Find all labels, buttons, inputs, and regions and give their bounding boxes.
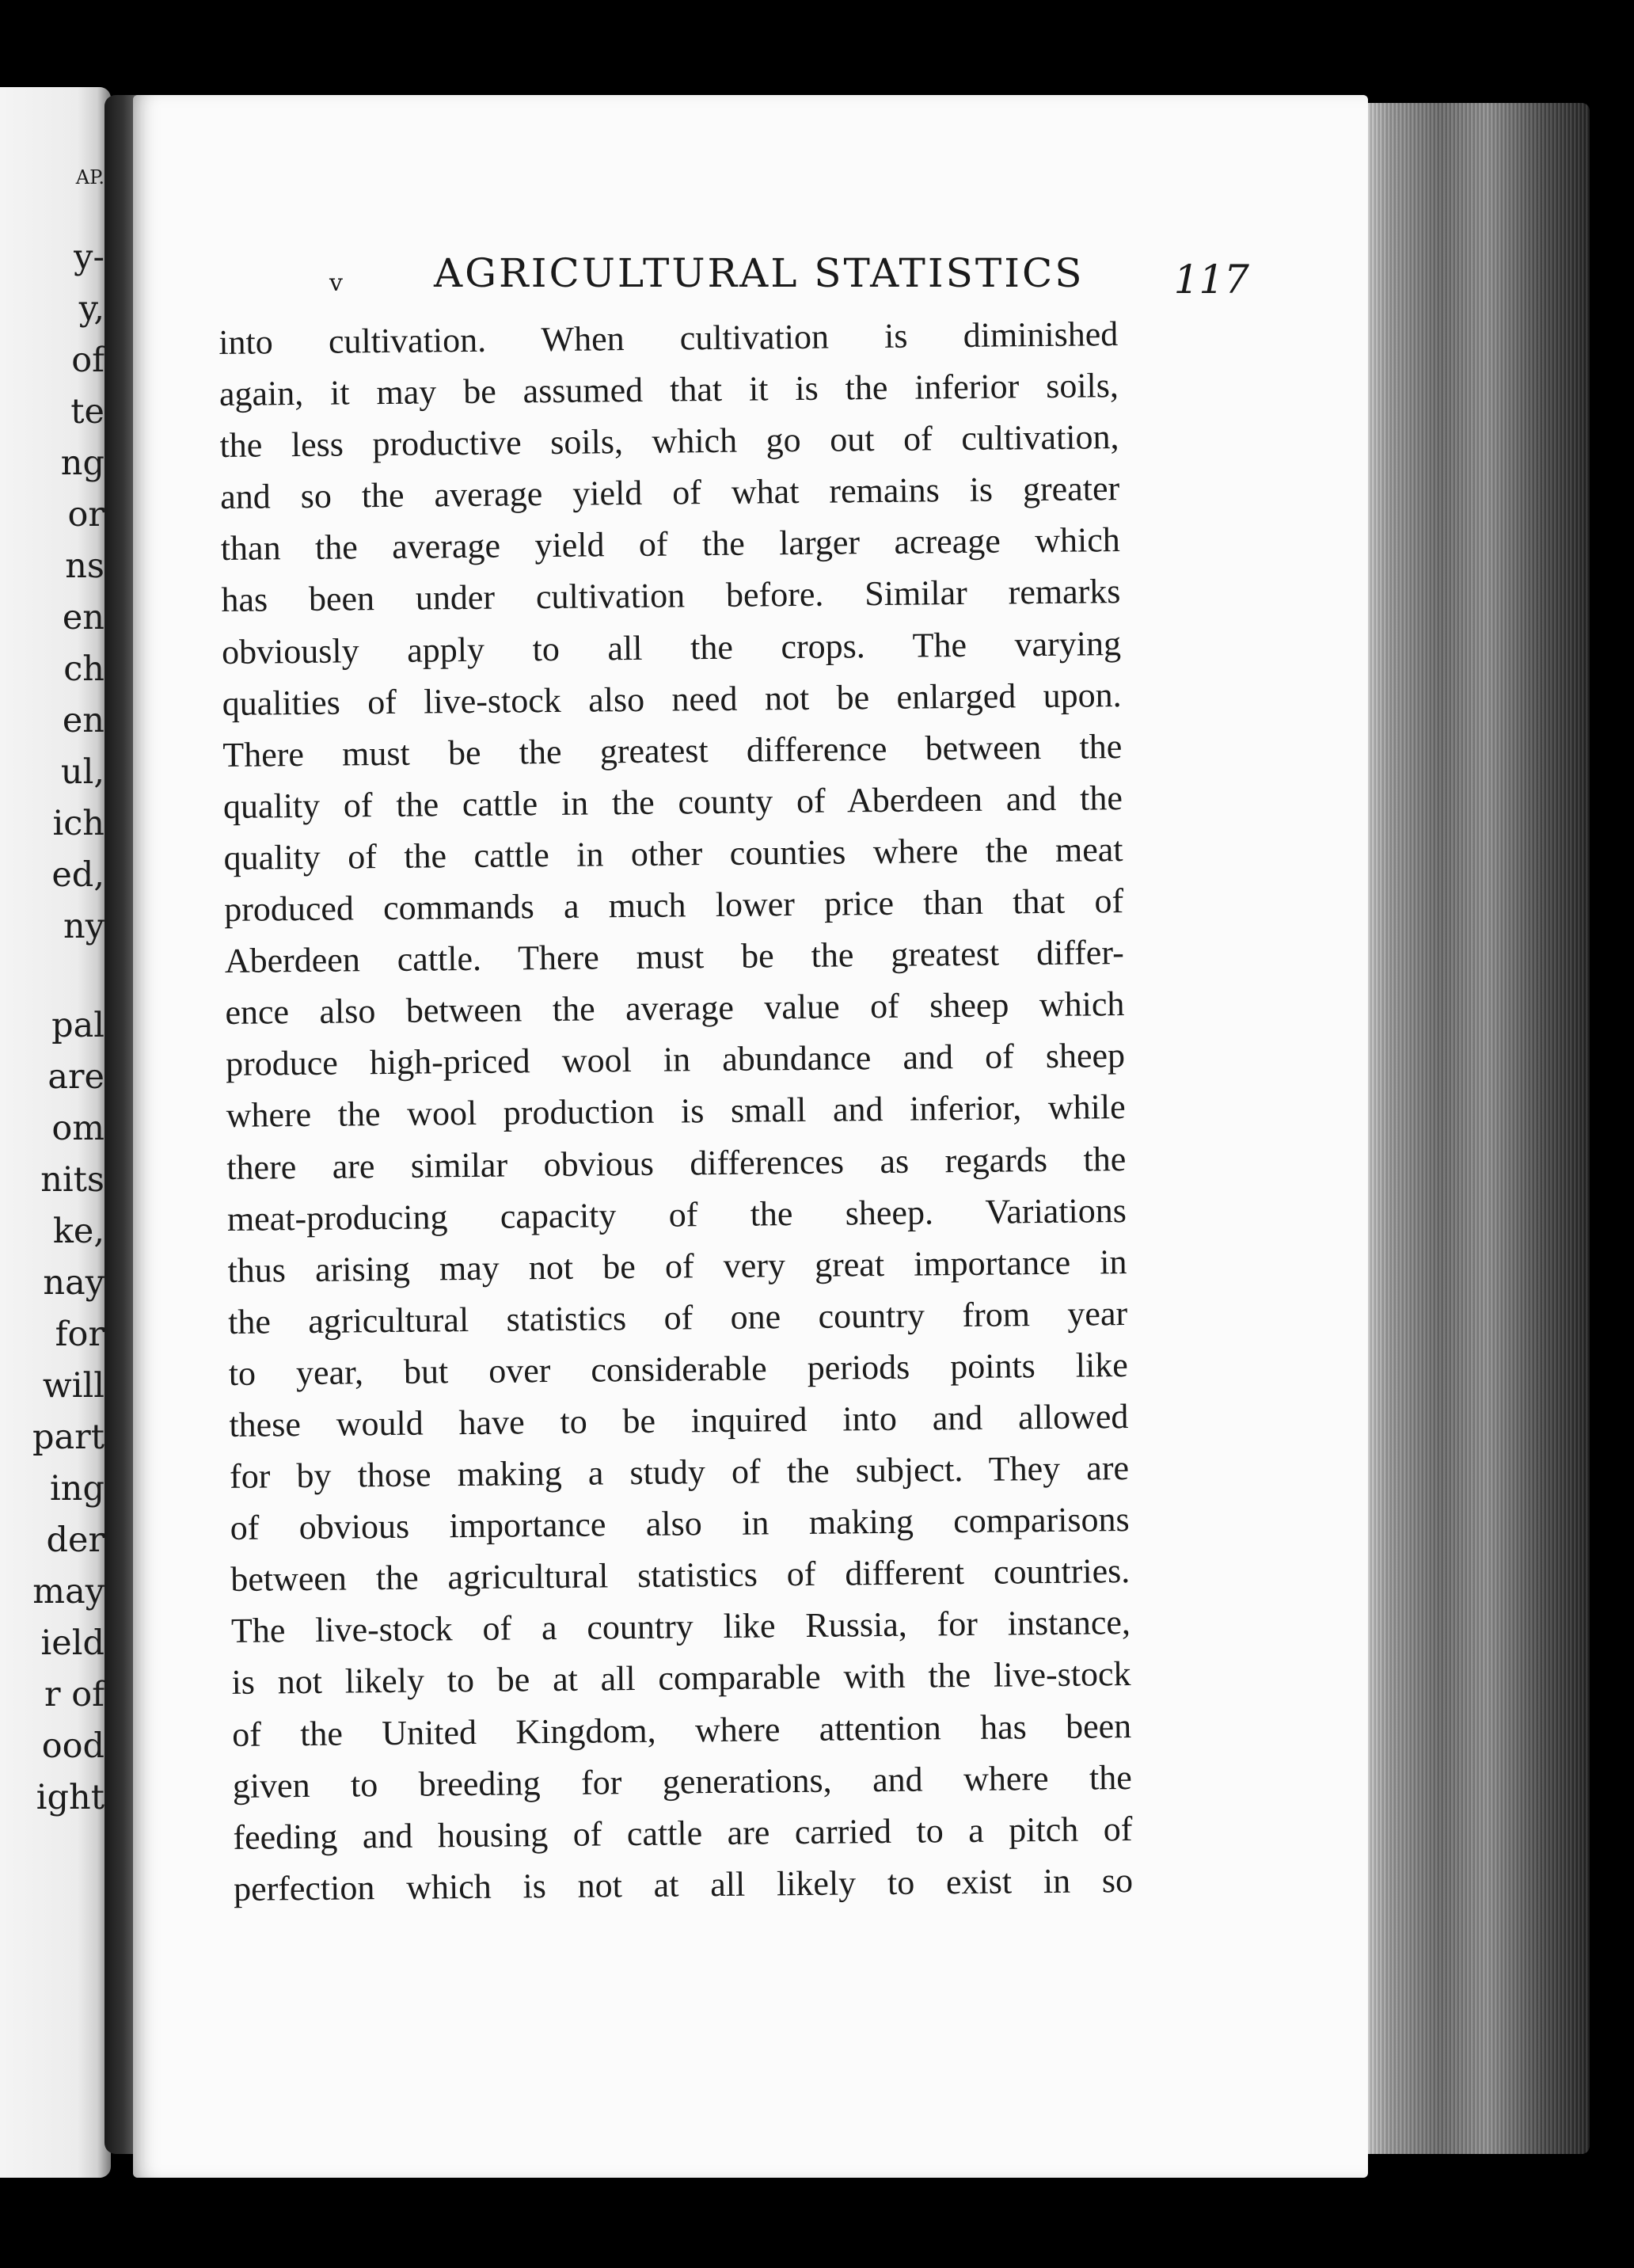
left-page-fragment: pal bbox=[51, 1006, 104, 1045]
text-line: There must be the greatest difference between the bbox=[222, 726, 1123, 774]
left-page-fragment: ing bbox=[50, 1469, 104, 1509]
text-line: Aberdeen cattle. There must be the greatest differ- bbox=[224, 933, 1124, 981]
left-page-fragment: ield bbox=[40, 1623, 104, 1663]
page-block-edges bbox=[1360, 103, 1590, 2154]
left-page-fragment: der bbox=[46, 1520, 104, 1560]
left-page-fragment: of bbox=[71, 341, 104, 380]
text-line: where the wool production is small and inferior, while bbox=[226, 1087, 1126, 1136]
left-facing-page bbox=[0, 87, 111, 2178]
left-page-fragment: te bbox=[70, 392, 104, 432]
left-page-fragment: for bbox=[55, 1315, 104, 1354]
text-line: the less productive soils, which go out of cultivation, bbox=[219, 417, 1119, 466]
text-line: produced commands a much lower price than that of bbox=[223, 881, 1124, 929]
text-line: to year, but over considerable periods points like bbox=[228, 1345, 1128, 1393]
running-head bbox=[228, 245, 1249, 301]
text-line: again, it may be assumed that it is the inferior soils, bbox=[218, 366, 1119, 414]
left-page-fragment: may bbox=[32, 1572, 104, 1612]
left-page-fragment: are bbox=[48, 1057, 104, 1097]
text-line: between the agricultural statistics of different countries. bbox=[230, 1551, 1130, 1600]
text-line: perfection which is not at all likely to exist in so bbox=[233, 1860, 1134, 1908]
left-page-fragment: ch bbox=[63, 649, 104, 689]
text-line: than the average yield of the larger acreage which bbox=[220, 520, 1120, 569]
text-line: for by those making a study of the subject. They are bbox=[229, 1448, 1130, 1496]
text-line: and so the average yield of what remains is greater bbox=[219, 469, 1120, 517]
text-line: The live-stock of a country like Russia, for instance, bbox=[230, 1603, 1131, 1651]
text-line: produce high-priced wool in abundance and of sheep bbox=[225, 1036, 1126, 1084]
text-line: given to breeding for generations, and where the bbox=[232, 1757, 1132, 1806]
left-page-fragment: part bbox=[32, 1418, 104, 1457]
page-number: 117 bbox=[1173, 257, 1249, 303]
left-page-fragment: en bbox=[62, 598, 104, 637]
text-line: thus arising may not be of very great importance in bbox=[227, 1242, 1127, 1290]
text-line: ence also between the average value of sheep which bbox=[225, 984, 1125, 1033]
running-title: AGRICULTURAL STATISTICS bbox=[434, 250, 1085, 296]
text-line: meat-producing capacity of the sheep. Variations bbox=[226, 1190, 1127, 1239]
left-page-fragment: ke, bbox=[52, 1212, 104, 1251]
text-line: the agricultural statistics of one country from year bbox=[227, 1293, 1128, 1341]
text-line: of obvious importance also in making comparisons bbox=[230, 1500, 1130, 1548]
text-line: into cultivation. When cultivation is diminished bbox=[218, 314, 1119, 362]
left-page-fragment: ed, bbox=[51, 855, 104, 895]
text-line: quality of the cattle in other counties where the meat bbox=[223, 830, 1123, 877]
text-line: of the United Kingdom, where attention has been bbox=[231, 1706, 1132, 1754]
left-page-fragment: ul, bbox=[60, 752, 104, 792]
left-page-fragment: om bbox=[51, 1109, 104, 1148]
left-page-fragment: ny bbox=[63, 907, 104, 946]
left-page-fragment: ns bbox=[65, 546, 104, 586]
text-line: quality of the cattle in the county of Aberdeen and the bbox=[222, 778, 1123, 826]
left-page-fragment: r of bbox=[44, 1675, 104, 1714]
left-page-fragment: nay bbox=[43, 1263, 104, 1303]
left-page-fragment: or bbox=[67, 495, 104, 535]
left-page-fragment: will bbox=[42, 1366, 104, 1406]
text-line: there are similar obvious differences as regards the bbox=[226, 1139, 1127, 1187]
left-page-fragment: ich bbox=[52, 804, 104, 843]
text-line: qualities of live-stock also need not be enlarged upon. bbox=[222, 675, 1122, 723]
left-page-fragment: y- bbox=[74, 238, 104, 277]
body-text bbox=[218, 308, 1133, 1915]
text-line: has been under cultivation before. Similar remarks bbox=[221, 572, 1121, 620]
left-page-fragment: AP. bbox=[75, 166, 104, 188]
left-page-fragment: en bbox=[62, 701, 104, 740]
left-page-text-fragments bbox=[0, 87, 104, 2178]
text-line: is not likely to be at all comparable with the live-stock bbox=[231, 1654, 1131, 1703]
left-page-fragment: ood bbox=[41, 1726, 104, 1766]
left-page-fragment: y, bbox=[78, 289, 104, 329]
text-line: these would have to be inquired into and allowed bbox=[229, 1397, 1129, 1444]
chapter-numeral: v bbox=[329, 269, 343, 297]
left-page-fragment: ng bbox=[60, 443, 104, 483]
left-page-fragment: nits bbox=[40, 1160, 104, 1200]
left-page-fragment: ight bbox=[36, 1778, 104, 1817]
text-line: feeding and housing of cattle are carried to a pitch of bbox=[233, 1809, 1133, 1857]
text-line: obviously apply to all the crops. The varying bbox=[221, 623, 1122, 672]
